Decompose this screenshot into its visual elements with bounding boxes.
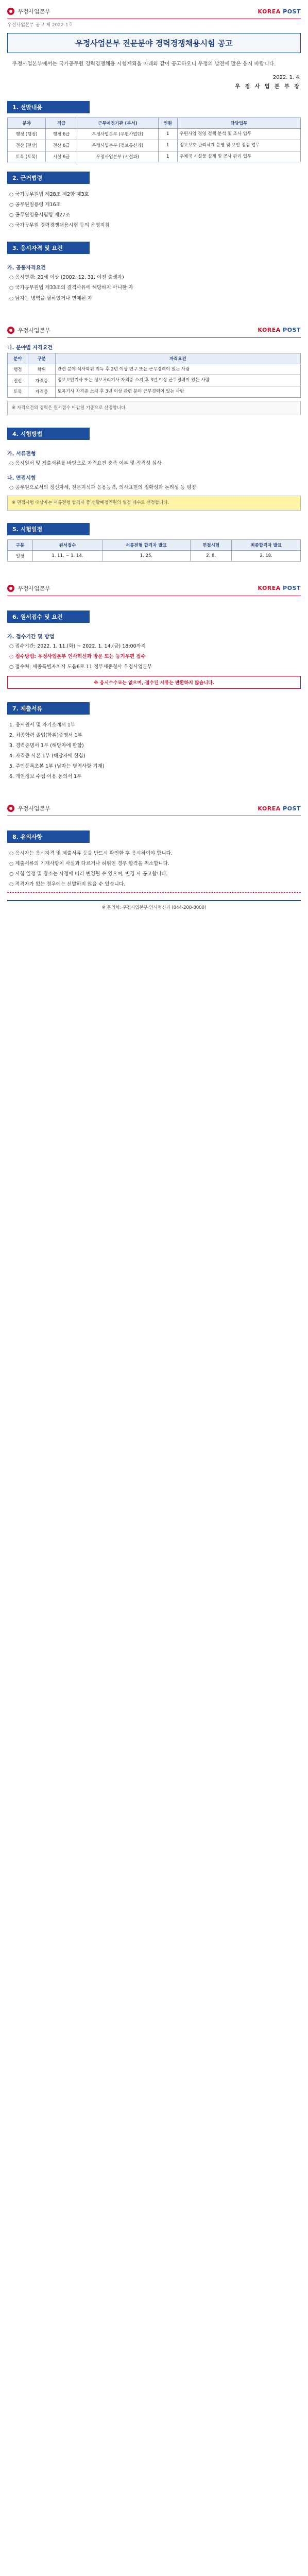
list-item: ○ 국가공무원법 제28조 제2항 제3호 <box>9 192 89 198</box>
table-cell: 정보보안기사 또는 정보처리기사 자격증 소지 후 3년 이상 근무경력이 있는 사람 <box>55 375 300 386</box>
table-cell: 2. 8. <box>190 550 232 561</box>
table-cell: 우정사업본부 (정보통신과) <box>77 140 158 151</box>
table-cell: 토목기사 자격증 소지 후 3년 이상 관련 분야 근무경력이 있는 사람 <box>55 386 300 398</box>
table-cell: 우체국 시설물 설계 및 공사 관리 업무 <box>177 151 300 162</box>
table-cell: 토목 (토목) <box>8 151 46 162</box>
table-cell: 1. 25. <box>102 550 190 561</box>
table-cell: 행정 <box>8 364 28 375</box>
table-cell: 행정 (행정) <box>8 129 46 140</box>
brand-text: KOREA <box>258 8 281 15</box>
post-logo-icon <box>7 585 14 592</box>
table-header: 서류전형 합격자 발표 <box>102 539 190 550</box>
post-logo-icon <box>7 8 14 15</box>
table-cell: 1 <box>158 140 177 151</box>
detail-qualification-head: 나. 분야별 자격요건 <box>7 345 53 351</box>
qualification-note: ※ 자격요건의 경력은 원서접수 마감일 기준으로 산정합니다. <box>7 401 301 415</box>
list-item: 4. 자격증 사본 1부 (해당자에 한함) <box>9 753 85 759</box>
list-item: 5. 주민등록초본 1부 (남자는 병역사항 기재) <box>9 764 105 770</box>
brand-suffix: POST <box>283 585 301 592</box>
page-header <box>7 582 301 596</box>
table-cell: 정보보호 관리체계 운영 및 보안 점검 업무 <box>177 140 300 151</box>
list-item: ○ 남자는 병역을 필하였거나 면제된 자 <box>9 295 93 301</box>
common-qualification-list <box>9 273 301 303</box>
signature-block <box>7 73 301 92</box>
list-item: 6. 개인정보 수집·이용 동의서 1부 <box>9 774 82 780</box>
table-header: 면접시험 <box>190 539 232 550</box>
page-header <box>7 5 301 19</box>
org-logo <box>7 584 50 592</box>
list-item: ○ 시험 일정 및 장소는 사정에 따라 변경될 수 있으며, 변경 시 공고합니다. <box>9 871 168 877</box>
brand-suffix: POST <box>283 8 301 15</box>
brand-logo <box>258 585 301 591</box>
org-logo <box>7 804 50 812</box>
list-item: ○ 접수기간: 2022. 1. 11.(화) ~ 2022. 1. 14.(금) 18:00까지 <box>9 643 146 649</box>
org-name: 우정사업본부 <box>18 327 50 334</box>
schedule-table <box>7 539 301 562</box>
list-item: 3. 경력증명서 1부 (해당자에 한함) <box>9 743 84 749</box>
list-item: ○ 접수처: 세종특별자치시 도움6로 11 정부세종청사 우정사업본부 <box>9 664 152 670</box>
common-qualification-head: 가. 공통자격요건 <box>7 265 46 272</box>
document-page <box>7 0 301 941</box>
notice-number: 우정사업본부 공고 제 2022-1호 <box>7 23 73 28</box>
section-selection-title: 1. 선발내용 <box>7 101 90 113</box>
table-cell: 1 <box>158 129 177 140</box>
list-item: ○ 공무원임용시험령 제27조 <box>9 212 71 218</box>
org-logo <box>7 326 50 334</box>
intro-text: 우정사업본부에서는 국가공무원 경력경쟁채용 시험계획을 아래와 같이 공고하오니 우정의 발전에 많은 응시 바랍니다. <box>12 61 276 67</box>
org-name: 우정사업본부 <box>18 8 50 15</box>
table-cell: 자격증 <box>28 386 55 398</box>
law-list <box>9 190 301 230</box>
table-cell: 일정 <box>8 550 33 561</box>
section-method-title: 4. 시험방법 <box>7 428 90 440</box>
list-item: ○ 응시연령: 20세 이상 (2002. 12. 31. 이전 출생자) <box>9 275 124 281</box>
table-cell: 1. 11. ~ 1. 14. <box>32 550 102 561</box>
table-header: 자격요건 <box>55 353 300 364</box>
table-header: 원서접수 <box>32 539 102 550</box>
table-cell: 1 <box>158 151 177 162</box>
list-item: ○ 접수방법: 우정사업본부 인사혁신과 방문 또는 등기우편 접수 <box>9 653 146 659</box>
method-highlight-note: ※ 면접시험 대상자는 서류전형 합격자 중 선발예정인원의 일정 배수로 선정합니다. <box>7 496 301 510</box>
fee-notice: ※ 응시수수료는 없으며, 접수된 서류는 반환하지 않습니다. <box>7 676 301 689</box>
apply-list <box>9 642 301 672</box>
brand-logo <box>258 805 301 812</box>
table-cell: 행정 6급 <box>46 129 77 140</box>
page-three <box>7 582 301 782</box>
table-header: 최종합격자 발표 <box>232 539 301 550</box>
table-row <box>8 375 301 386</box>
org-name: 우정사업본부 <box>18 585 50 592</box>
table-cell: 우정사업본부 (시설과) <box>77 151 158 162</box>
page-one <box>7 5 301 303</box>
method-step1-text: ○ 응시원서 및 제출서류를 바탕으로 자격요건 충족 여부 및 적격성 심사 <box>9 461 162 467</box>
section-qualification-title: 3. 응시자격 및 요건 <box>7 242 90 254</box>
page-four <box>7 802 301 910</box>
section-caution-title: 8. 유의사항 <box>7 831 90 843</box>
brand-logo <box>258 327 301 333</box>
brand-logo <box>258 8 301 15</box>
list-item: ○ 국가공무원 경력경쟁채용시험 등의 운영지침 <box>9 223 110 229</box>
table-cell: 자격증 <box>28 375 55 386</box>
page-header <box>7 324 301 338</box>
table-row <box>8 386 301 398</box>
qualification-table <box>7 353 301 398</box>
list-item: 1. 응시원서 및 자기소개서 1부 <box>9 722 76 728</box>
apply-head: 가. 접수기간 및 방법 <box>7 634 55 640</box>
brand-text: KOREA <box>258 585 281 592</box>
list-item: ○ 국가공무원법 제33조의 결격사유에 해당하지 아니한 자 <box>9 285 133 291</box>
table-cell: 시설 6급 <box>46 151 77 162</box>
method-step2-text: ○ 공무원으로서의 정신자세, 전문지식과 응용능력, 의사표현의 정확성과 논리성 등 평정 <box>9 485 196 491</box>
page-header <box>7 802 301 816</box>
table-cell: 관련 분야 석사학위 취득 후 2년 이상 연구 또는 근무경력이 있는 사람 <box>55 364 300 375</box>
section-docs-title: 7. 제출서류 <box>7 702 90 715</box>
table-header: 구분 <box>28 353 55 364</box>
sign-org: 우 정 사 업 본 부 장 <box>235 84 301 90</box>
brand-suffix: POST <box>283 327 301 334</box>
table-header: 근무예정기관 (부서) <box>77 118 158 129</box>
table-row <box>8 364 301 375</box>
page-title: 우정사업본부 전문분야 경력경쟁채용시험 공고 <box>7 33 301 53</box>
method-step1-head: 가. 서류전형 <box>7 451 36 457</box>
table-cell: 우편사업 경영 정책 분석 및 조사 업무 <box>177 129 300 140</box>
table-cell: 우정사업본부 (우편사업단) <box>77 129 158 140</box>
list-item: 2. 최종학력 졸업(학위)증명서 1부 <box>9 732 82 738</box>
table-header: 분야 <box>8 353 28 364</box>
table-header: 인원 <box>158 118 177 129</box>
org-name: 우정사업본부 <box>18 805 50 812</box>
brand-text: KOREA <box>258 805 281 812</box>
method-step2-head: 나. 면접시험 <box>7 476 36 482</box>
contact-info: ※ 문의처: 우정사업본부 인사혁신과 (044-200-8000) <box>7 900 301 910</box>
table-header: 직급 <box>46 118 77 129</box>
sign-date: 2022. 1. 4. <box>272 75 301 80</box>
table-cell: 2. 18. <box>232 550 301 561</box>
table-cell: 토목 <box>8 386 28 398</box>
list-item: ○ 제출서류의 기재사항이 사실과 다르거나 허위인 경우 합격을 취소합니다. <box>9 861 169 867</box>
table-header: 담당업무 <box>177 118 300 129</box>
docs-list <box>9 721 301 782</box>
table-cell: 전산 (전산) <box>8 140 46 151</box>
section-law-title: 2. 근거법령 <box>7 172 90 184</box>
table-cell: 전산 <box>8 375 28 386</box>
caution-list <box>9 849 301 889</box>
table-header: 분야 <box>8 118 46 129</box>
table-header: 구분 <box>8 539 33 550</box>
table-row <box>8 550 301 561</box>
table-row <box>8 129 301 140</box>
list-item: ○ 응시자는 응시자격 및 제출서류 등을 반드시 확인한 후 응시하여야 합니다. <box>9 851 173 857</box>
table-cell: 전산 6급 <box>46 140 77 151</box>
brand-text: KOREA <box>258 327 281 334</box>
page-two <box>7 324 301 562</box>
org-logo <box>7 7 50 15</box>
post-logo-icon <box>7 805 14 812</box>
divider <box>7 892 301 893</box>
brand-suffix: POST <box>283 805 301 812</box>
table-row <box>8 151 301 162</box>
list-item: ○ 적격자가 없는 경우에는 선발하지 않을 수 있습니다. <box>9 882 126 888</box>
section-schedule-title: 5. 시험일정 <box>7 523 90 535</box>
selection-table <box>7 117 301 162</box>
post-logo-icon <box>7 327 14 334</box>
list-item: ○ 공무원임용령 제16조 <box>9 202 61 208</box>
table-row <box>8 140 301 151</box>
section-apply-title: 6. 원서접수 및 요건 <box>7 611 90 623</box>
table-cell: 학위 <box>28 364 55 375</box>
